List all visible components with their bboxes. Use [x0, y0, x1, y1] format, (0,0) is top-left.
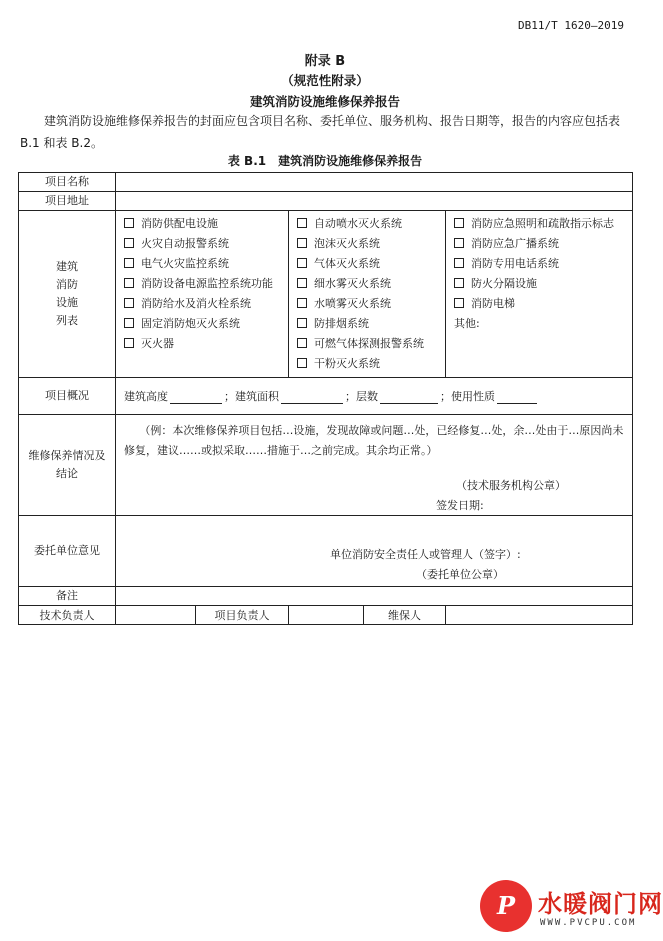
- system-option-label: 泡沫灭火系统: [314, 237, 380, 250]
- appendix-label: 附录 B: [304, 54, 346, 69]
- row-systems: [19, 211, 633, 378]
- system-option[interactable]: [297, 294, 437, 314]
- watermark: [480, 880, 663, 936]
- system-option-label: 消防给水及消火栓系统: [141, 297, 251, 310]
- intro-paragraph: 建筑消防设施维修保养报告的封面应包含项目名称、委托单位、服务机构、报告日期等，报告的内容应包括表 B.1 和表 B.2。: [20, 114, 621, 150]
- watermark-url: WWW.PVCPU.COM: [540, 918, 637, 928]
- system-option-label: 细水雾灭火系统: [314, 277, 391, 290]
- row-project-name: [19, 173, 633, 192]
- client-opinion-content: [116, 516, 633, 587]
- client-seal: （委托单位公章）: [416, 568, 504, 581]
- system-option[interactable]: [124, 334, 280, 354]
- client-opinion-label: 委托单位意见: [19, 516, 116, 587]
- row-overview: [19, 378, 633, 415]
- system-option-label: 电气火灾监控系统: [141, 257, 229, 270]
- system-option-label: 水喷雾灭火系统: [314, 297, 391, 310]
- project-lead-label: 项目负责人: [196, 606, 289, 625]
- maintainer-value: [446, 606, 633, 625]
- building-height-input[interactable]: [170, 391, 222, 404]
- floors-label: ；层数: [345, 390, 378, 403]
- system-option-label: 火灾自动报警系统: [141, 237, 229, 250]
- systems-label-line: 设施: [56, 296, 78, 309]
- system-option[interactable]: [124, 294, 280, 314]
- remark-value: [116, 587, 633, 606]
- report-title: 建筑消防设施维修保养报告: [249, 94, 400, 109]
- system-option-label: 消防设备电源监控系统功能: [141, 277, 273, 290]
- system-option-label: 干粉灭火系统: [314, 357, 380, 370]
- checkbox-icon[interactable]: [297, 298, 307, 308]
- table-title: 表 B.1 建筑消防设施维修保养报告: [227, 154, 423, 168]
- system-option[interactable]: [124, 214, 280, 234]
- checkbox-icon[interactable]: [297, 258, 307, 268]
- remark-label: 备注: [19, 587, 116, 606]
- system-option-label: 可燃气体探测报警系统: [314, 337, 424, 350]
- system-option[interactable]: [124, 314, 280, 334]
- normative-label: （规范性附录）: [281, 73, 369, 88]
- building-height-label: 建筑高度: [124, 390, 168, 403]
- system-option[interactable]: [124, 254, 280, 274]
- report-table: [18, 172, 633, 625]
- systems-label-line: 建筑: [56, 260, 78, 273]
- checkbox-icon[interactable]: [297, 338, 307, 348]
- maintenance-content: [116, 415, 633, 516]
- watermark-name: 水暖阀门网: [538, 890, 663, 918]
- usage-input[interactable]: [497, 391, 537, 404]
- system-option[interactable]: [124, 234, 280, 254]
- checkbox-icon[interactable]: [454, 278, 464, 288]
- checkbox-icon[interactable]: [454, 238, 464, 248]
- row-project-address: [19, 192, 633, 211]
- system-option-label: 防火分隔设施: [471, 277, 537, 290]
- row-signatures: [19, 606, 633, 625]
- checkbox-icon[interactable]: [124, 258, 134, 268]
- checkbox-icon[interactable]: [454, 258, 464, 268]
- tech-lead-value: [116, 606, 196, 625]
- checkbox-icon[interactable]: [124, 218, 134, 228]
- system-option-label: 消防应急照明和疏散指示标志: [471, 217, 614, 230]
- systems-column-3: [446, 211, 633, 378]
- system-option[interactable]: [297, 254, 437, 274]
- checkbox-icon[interactable]: [297, 318, 307, 328]
- system-option-label: 灭火器: [141, 337, 174, 350]
- maintainer-label: 维保人: [364, 606, 446, 625]
- system-option[interactable]: [454, 254, 624, 274]
- system-option-label: 消防电梯: [471, 297, 515, 310]
- project-address-label: 项目地址: [19, 192, 116, 211]
- systems-column-1: [116, 211, 289, 378]
- system-option[interactable]: [454, 214, 624, 234]
- overview-fields: [116, 378, 633, 415]
- checkbox-icon[interactable]: [124, 278, 134, 288]
- row-maintenance: [19, 415, 633, 516]
- system-option-label: 防排烟系统: [314, 317, 369, 330]
- project-name-label: 项目名称: [19, 173, 116, 192]
- systems-label-line: 列表: [56, 314, 78, 327]
- service-org-seal: （技术服务机构公章）: [456, 479, 566, 492]
- checkbox-icon[interactable]: [124, 238, 134, 248]
- systems-column-2: [289, 211, 446, 378]
- overview-label: 项目概况: [19, 378, 116, 415]
- system-option[interactable]: [297, 274, 437, 294]
- system-option-label: 消防供配电设施: [141, 217, 218, 230]
- tech-lead-label: 技术负责人: [19, 606, 116, 625]
- building-area-input[interactable]: [281, 391, 343, 404]
- checkbox-icon[interactable]: [124, 338, 134, 348]
- system-option-label: 固定消防炮灭火系统: [141, 317, 240, 330]
- checkbox-icon[interactable]: [297, 218, 307, 228]
- issue-date-label: 签发日期:: [436, 499, 484, 512]
- system-option[interactable]: [454, 234, 624, 254]
- checkbox-icon[interactable]: [454, 218, 464, 228]
- system-option[interactable]: [297, 334, 437, 354]
- maintenance-example: （例：本次维修保养项目包括…设施，发现故障或问题…处，已经修复…处，余…处由于…原因尚未修复，建议……或拟采取……措施于…之前完成。其余均正常。）: [124, 424, 624, 457]
- maintenance-label-line: 结论: [56, 467, 78, 480]
- system-option-label: 气体灭火系统: [314, 257, 380, 270]
- floors-input[interactable]: [380, 391, 438, 404]
- system-option[interactable]: [124, 274, 280, 294]
- maintenance-label-line: 维修保养情况及: [28, 449, 106, 462]
- system-other-label: 其他:: [454, 317, 480, 330]
- maintenance-label: [19, 415, 116, 516]
- system-option-label: 自动喷水灭火系统: [314, 217, 402, 230]
- system-option[interactable]: [297, 314, 437, 334]
- system-option[interactable]: [297, 234, 437, 254]
- system-option[interactable]: [454, 294, 624, 314]
- checkbox-icon[interactable]: [124, 298, 134, 308]
- checkbox-icon[interactable]: [124, 318, 134, 328]
- building-area-label: ；建筑面积: [224, 390, 279, 403]
- usage-label: ；使用性质: [440, 390, 495, 403]
- row-client-opinion: [19, 516, 633, 587]
- system-option-label: 消防应急广播系统: [471, 237, 559, 250]
- system-option[interactable]: [297, 354, 437, 374]
- checkbox-icon[interactable]: [297, 278, 307, 288]
- systems-label: [19, 211, 116, 378]
- standard-number: DB11/T 1620—2019: [518, 19, 624, 32]
- system-option-label: 消防专用电话系统: [471, 257, 559, 270]
- checkbox-icon[interactable]: [297, 358, 307, 368]
- system-option[interactable]: [454, 274, 624, 294]
- fire-safety-signer: 单位消防安全责任人或管理人（签字）:: [330, 548, 521, 561]
- systems-label-line: 消防: [56, 278, 78, 291]
- project-lead-value: [289, 606, 364, 625]
- checkbox-icon[interactable]: [454, 298, 464, 308]
- project-name-value: [116, 173, 633, 192]
- watermark-logo-icon: P: [480, 880, 532, 932]
- system-option[interactable]: [297, 214, 437, 234]
- checkbox-icon[interactable]: [297, 238, 307, 248]
- project-address-value: [116, 192, 633, 211]
- row-remark: [19, 587, 633, 606]
